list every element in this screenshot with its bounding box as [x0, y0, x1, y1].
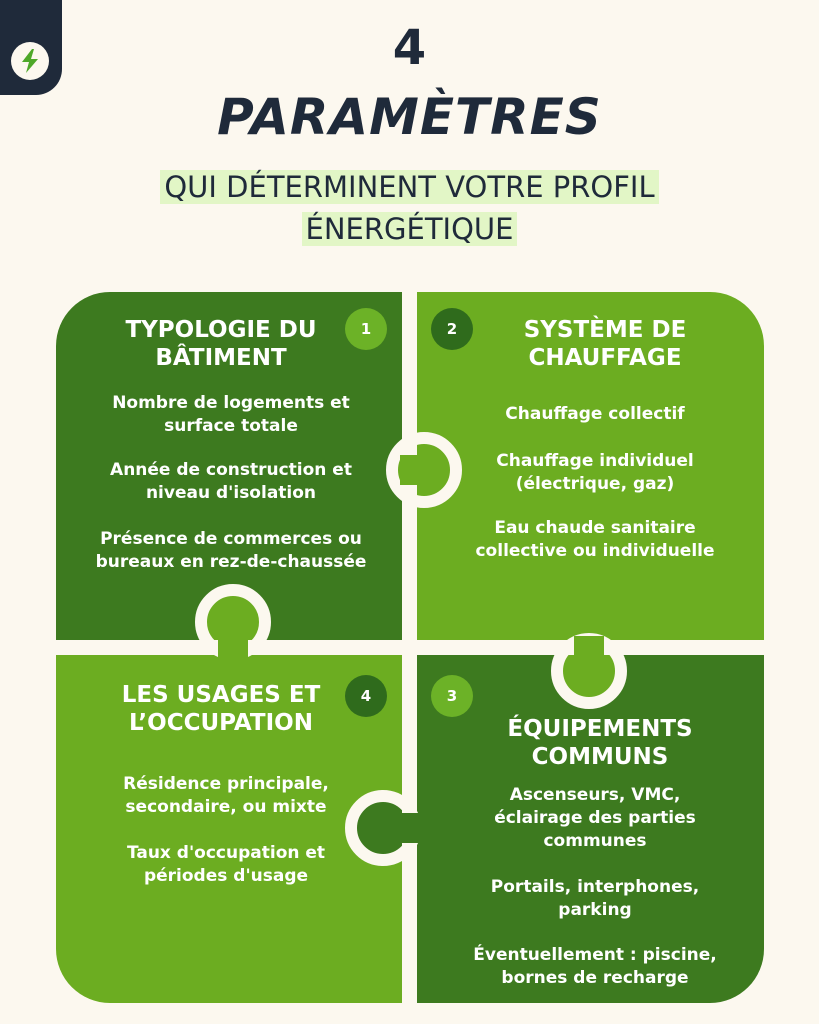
quadrant-1-title-line-2: BÂTIMENT — [155, 345, 287, 371]
item-line: éclairage des parties — [494, 808, 696, 828]
quadrant-1-item-1 — [66, 392, 396, 438]
quadrant-1-item-3 — [60, 528, 402, 574]
item-line: Nombre de logements et — [112, 393, 350, 413]
quadrant-3-item-2 — [440, 876, 750, 922]
item-line: Présence de commerces ou — [100, 529, 362, 549]
quadrant-3-title — [460, 715, 740, 771]
quadrant-4-item-2 — [76, 842, 376, 888]
quadrant-1-title-line-1: TYPOLOGIE DU — [125, 317, 317, 343]
quadrant-1-title — [96, 316, 346, 372]
quadrant-2-item-2 — [435, 450, 755, 496]
item-line: Ascenseurs, VMC, — [509, 785, 681, 805]
quadrant-2-title-line-2: CHAUFFAGE — [528, 345, 682, 371]
badge-number-2: 2 — [431, 308, 473, 350]
gutter-horizontal — [56, 640, 764, 655]
item-line: Eau chaude sanitaire — [494, 518, 696, 538]
quadrant-2-item-1 — [435, 403, 755, 426]
item-line: Taux d'occupation et — [126, 843, 326, 863]
badge-number-1: 1 — [345, 308, 387, 350]
item-line: Éventuellement : piscine, — [473, 945, 717, 965]
quadrant-3-item-1 — [440, 784, 750, 853]
item-line: Portails, interphones, — [490, 877, 700, 897]
quadrant-3-title-line-1: ÉQUIPEMENTS — [507, 716, 693, 742]
quadrant-2-item-3 — [435, 517, 755, 563]
item-line: collective ou individuelle — [475, 541, 715, 561]
headline-number: 4 — [392, 20, 427, 76]
quadrant-4-title-line-1: LES USAGES ET — [121, 682, 321, 708]
item-line: secondaire, ou mixte — [125, 797, 327, 817]
item-line: périodes d'usage — [143, 866, 309, 886]
subtitle-line-2: ÉNERGÉTIQUE — [302, 212, 518, 246]
item-line: surface totale — [164, 416, 298, 436]
item-line: bureaux en rez-de-chaussée — [95, 552, 367, 572]
item-line: Résidence principale, — [123, 774, 329, 794]
puzzle-knob-neck — [400, 455, 426, 485]
item-line: parking — [558, 900, 632, 920]
quadrant-1-item-2 — [66, 459, 396, 505]
badge-number-4: 4 — [345, 675, 387, 717]
quadrant-4-title — [96, 681, 346, 737]
item-line: Chauffage individuel — [496, 451, 694, 471]
quadrant-3-item-3 — [434, 944, 756, 990]
item-line: Chauffage collectif — [505, 404, 685, 424]
quadrant-2-title-line-1: SYSTÈME DE — [523, 317, 687, 343]
puzzle-knob-neck — [574, 636, 604, 676]
item-line: bornes de recharge — [501, 968, 689, 988]
puzzle-knob-neck — [396, 813, 422, 843]
item-line: (électrique, gaz) — [515, 474, 675, 494]
headline-title: PARAMÈTRES — [217, 88, 602, 146]
puzzle-knob-neck — [218, 620, 248, 660]
item-line: niveau d'isolation — [145, 483, 317, 503]
badge-number-3: 3 — [431, 675, 473, 717]
item-line: Année de construction et — [110, 460, 352, 480]
quadrant-2-title — [480, 316, 730, 372]
item-line: communes — [543, 831, 647, 851]
quadrant-3-title-line-2: COMMUNS — [531, 744, 669, 770]
subtitle-line-1: QUI DÉTERMINENT VOTRE PROFIL — [160, 170, 658, 204]
quadrant-4-title-line-2: L’OCCUPATION — [129, 710, 313, 736]
quadrant-4-item-1 — [76, 773, 376, 819]
